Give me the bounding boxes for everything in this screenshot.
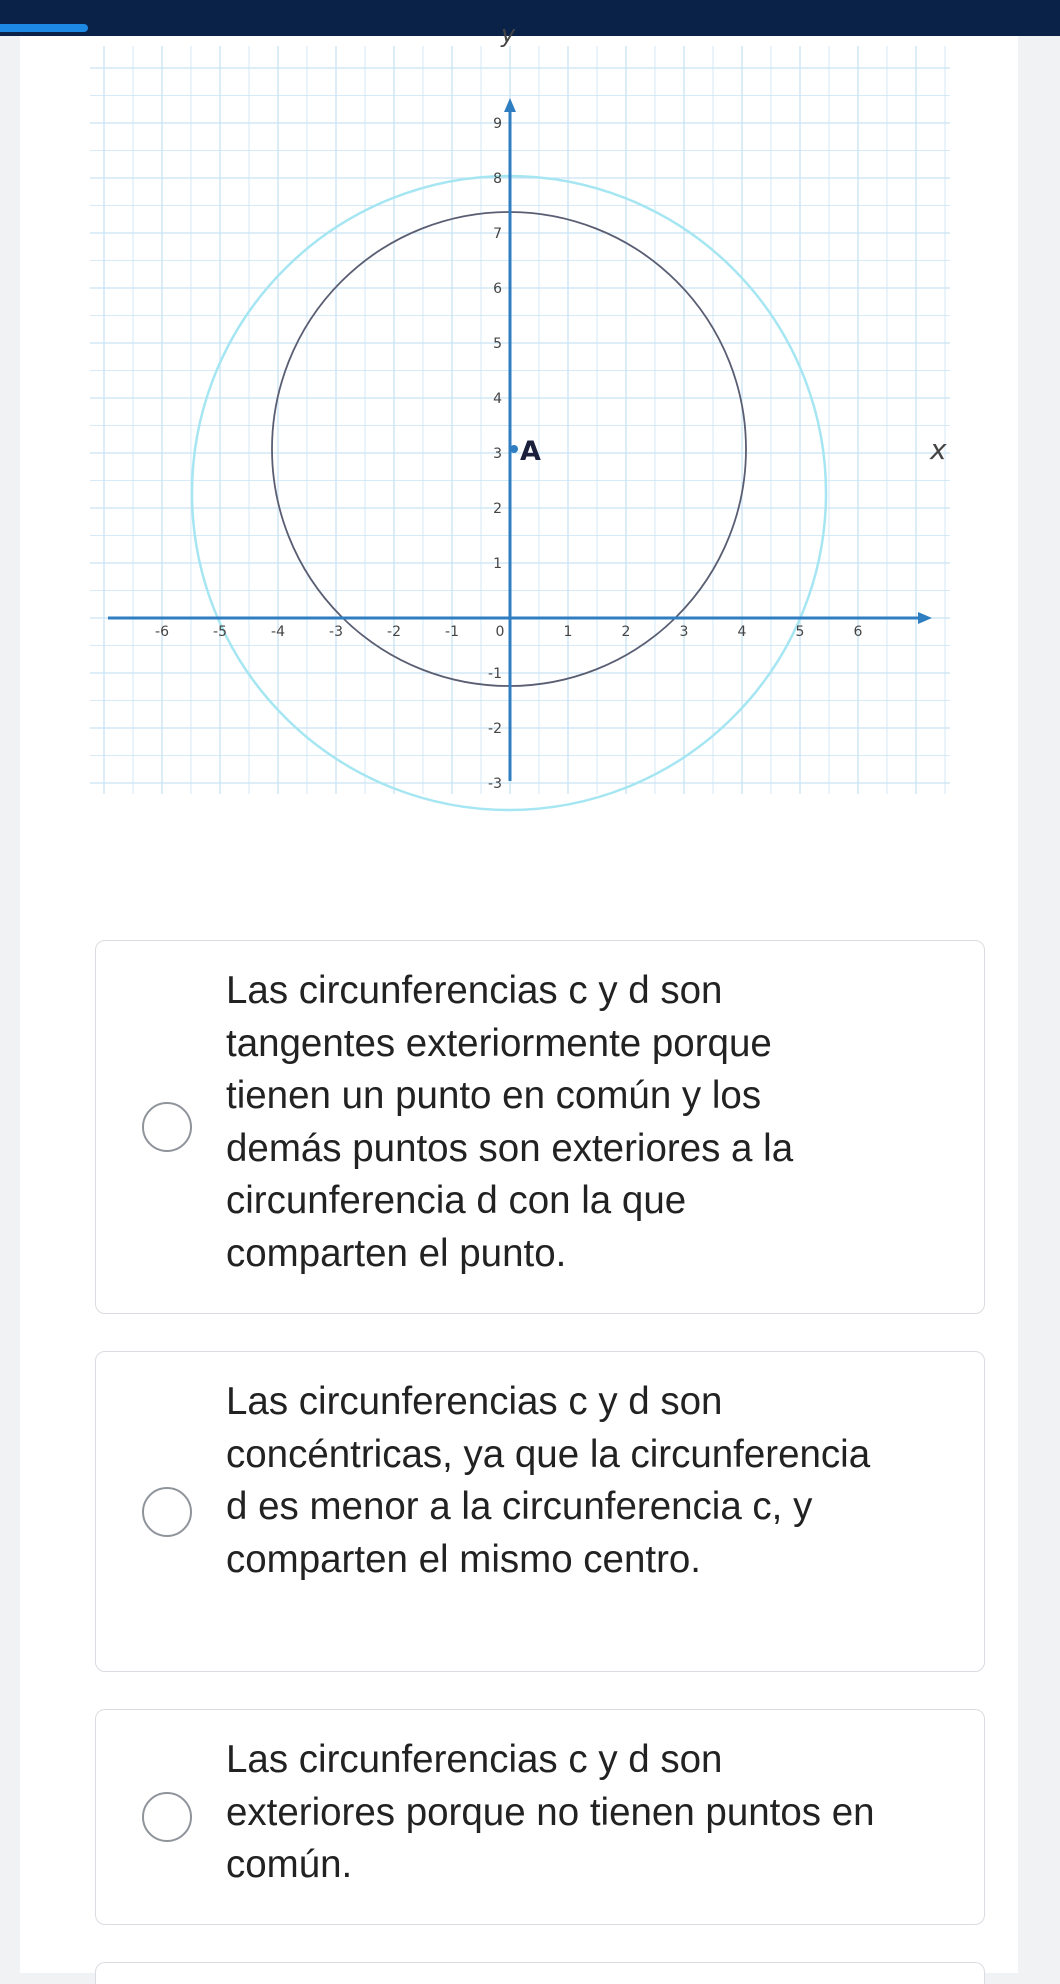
x-tick-label: 6 [853, 624, 863, 640]
x-axis-arrow [918, 612, 932, 624]
y-tick-label: 4 [493, 391, 502, 407]
y-tick-labels [488, 116, 502, 792]
y-tick-label: -3 [488, 776, 502, 792]
y-tick-label: 9 [493, 116, 502, 132]
x-tick-label: 2 [621, 624, 631, 640]
coordinate-graph [20, 20, 1018, 826]
answer-option-2[interactable] [95, 1351, 985, 1672]
question-panel [20, 20, 1018, 1973]
x-tick-label: 5 [795, 624, 805, 640]
x-tick-label: 1 [563, 624, 573, 640]
answer-option-3[interactable] [95, 1709, 985, 1925]
y-tick-label: -2 [488, 721, 502, 737]
x-tick-label: 3 [679, 624, 689, 640]
option-3-text: Las circunferencias c y d son exteriores porque no tienen puntos en común. [226, 1738, 875, 1886]
radio-button-1[interactable] [142, 1102, 192, 1152]
point-a [510, 445, 518, 453]
y-axis-label: y [501, 20, 516, 48]
x-tick-label: 4 [737, 624, 747, 640]
y-tick-label: -1 [488, 666, 502, 682]
x-axis-label: x [930, 433, 947, 466]
x-tick-label: -3 [329, 624, 343, 640]
option-2-text: Las circunferencias c y d son concéntricas, ya que la circunferencia d es menor a la circunferencia c, y comparten el mismo centro. [226, 1380, 871, 1581]
y-tick-label: 3 [493, 446, 502, 462]
top-bar [0, 0, 1060, 36]
point-a-label: A [520, 436, 541, 467]
x-tick-label: -2 [387, 624, 401, 640]
answer-option-4[interactable] [95, 1962, 985, 1984]
answer-option-1[interactable] [95, 940, 985, 1314]
x-tick-label: -4 [271, 624, 285, 640]
radio-button-2[interactable] [142, 1487, 192, 1537]
x-tick-label: -1 [445, 624, 459, 640]
radio-button-3[interactable] [142, 1792, 192, 1842]
y-tick-label: 1 [493, 556, 502, 572]
y-tick-label: 8 [493, 171, 502, 187]
y-tick-label: 6 [493, 281, 502, 297]
grid [90, 46, 950, 794]
x-tick-label: -5 [213, 624, 227, 640]
y-axis-arrow [504, 98, 516, 112]
y-tick-label: 5 [493, 336, 502, 352]
y-tick-label: 2 [493, 501, 502, 517]
x-tick-label: -6 [155, 624, 169, 640]
progress-bar [0, 24, 88, 32]
option-1-text: Las circunferencias c y d son tangentes exteriormente porque tienen un punto en común y los demás puntos son exteriores a la circunferencia d con la que comparten el punto. [226, 969, 794, 1275]
x-tick-label: 0 [495, 624, 505, 640]
y-tick-label: 7 [493, 226, 502, 242]
